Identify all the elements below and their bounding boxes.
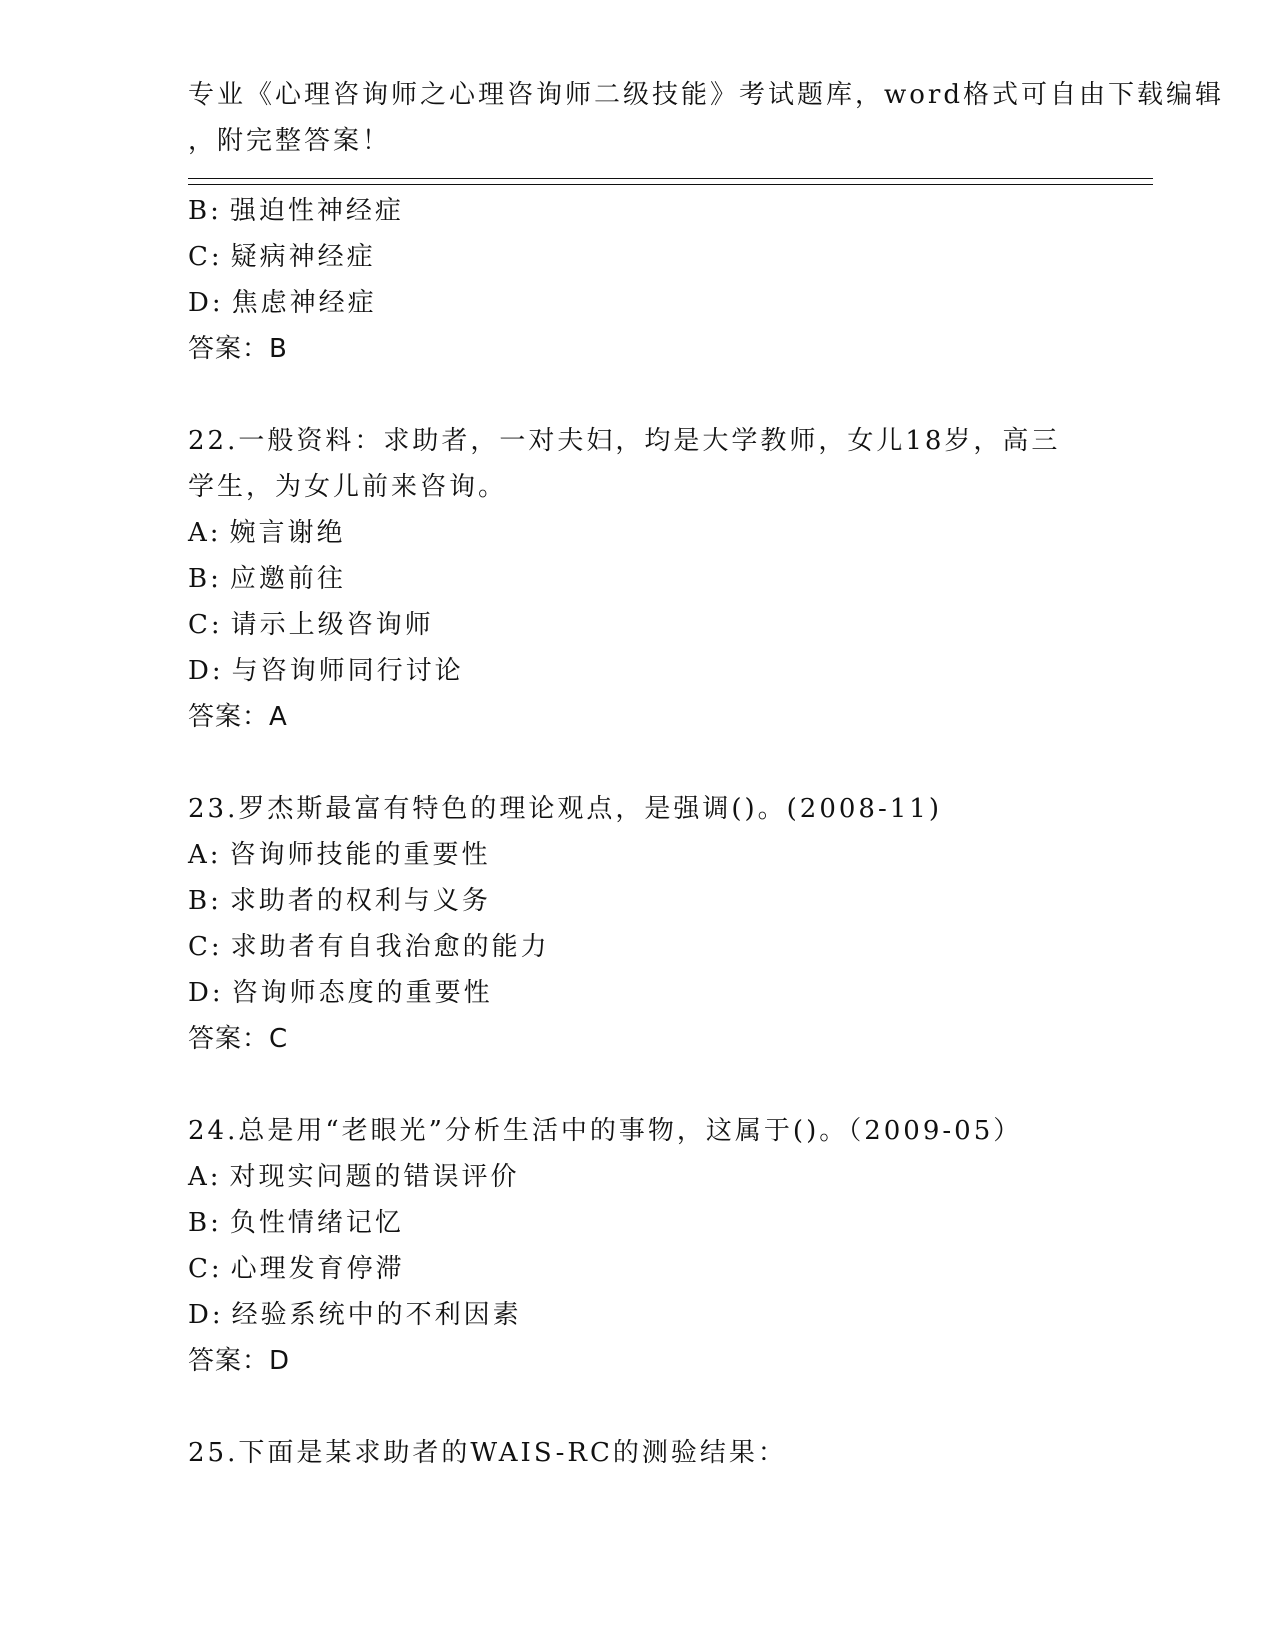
- option-text: 婉言谢绝: [229, 518, 346, 548]
- answer-line: 答案：B: [188, 334, 288, 364]
- answer-line: 答案：C: [188, 1024, 289, 1054]
- option-a: [188, 1154, 1148, 1200]
- option-b: [188, 878, 1148, 924]
- option-label: B:: [188, 564, 222, 594]
- option-label: C:: [188, 242, 223, 272]
- question-block-22: [188, 418, 1148, 740]
- option-d: [188, 1292, 1148, 1338]
- option-text: 咨询师态度的重要性: [231, 978, 493, 1008]
- option-c: [188, 602, 1148, 648]
- option-c: [188, 1246, 1148, 1292]
- option-c: [188, 234, 1148, 280]
- question-text-line: 25.下面是某求助者的WAIS-RC的测验结果：: [188, 1438, 787, 1468]
- option-text: 心理发育停滞: [230, 1254, 405, 1284]
- option-label: D:: [188, 978, 224, 1008]
- option-text: 强迫性神经症: [229, 196, 404, 226]
- option-label: C:: [188, 932, 223, 962]
- option-text: 疑病神经症: [230, 242, 376, 272]
- option-label: B:: [188, 1208, 222, 1238]
- option-label: C:: [188, 1254, 223, 1284]
- option-text: 求助者有自我治愈的能力: [230, 932, 550, 962]
- option-b: [188, 188, 1148, 234]
- option-b: [188, 556, 1148, 602]
- question-block-23: [188, 786, 1148, 1062]
- option-text: 负性情绪记忆: [229, 1208, 404, 1238]
- option-d: [188, 648, 1148, 694]
- answer-line: 答案：D: [188, 1346, 291, 1376]
- option-text: 应邀前往: [229, 564, 346, 594]
- question-text-line: 24.总是用“老眼光”分析生活中的事物，这属于()。（2009-05）: [188, 1116, 1023, 1146]
- option-label: A:: [188, 1162, 222, 1192]
- option-a: [188, 510, 1148, 556]
- option-c: [188, 924, 1148, 970]
- option-a: [188, 832, 1148, 878]
- option-d: [188, 280, 1148, 326]
- option-text: 咨询师技能的重要性: [229, 840, 491, 870]
- option-text: 经验系统中的不利因素: [231, 1300, 522, 1330]
- option-label: B:: [188, 196, 222, 226]
- option-label: D:: [188, 288, 224, 318]
- header-line-2: ，附完整答案！: [188, 126, 392, 156]
- question-block-25: [188, 1430, 1148, 1476]
- question-text-line: 23.罗杰斯最富有特色的理论观点，是强调()。(2008-11): [188, 794, 942, 824]
- option-label: A:: [188, 840, 222, 870]
- question-text-line: 学生，为女儿前来咨询。: [188, 472, 508, 502]
- option-text: 焦虑神经症: [231, 288, 377, 318]
- header-rule-bottom: [188, 184, 1153, 185]
- option-label: D:: [188, 656, 224, 686]
- question-block-24: [188, 1108, 1148, 1384]
- option-text: 求助者的权利与义务: [229, 886, 491, 916]
- option-text: 对现实问题的错误评价: [229, 1162, 520, 1192]
- header-rule-top: [188, 178, 1153, 179]
- option-label: D:: [188, 1300, 224, 1330]
- question-text-line: 22.一般资料：求助者，一对夫妇，均是大学教师，女儿18岁，高三: [188, 426, 1061, 456]
- question-list: [188, 188, 1148, 1476]
- question-block-partial: [188, 188, 1148, 372]
- header-line-1: 专业《心理咨询师之心理咨询师二级技能》考试题库，word格式可自由下载编辑: [188, 80, 1224, 110]
- document-header: [188, 72, 1224, 164]
- option-label: B:: [188, 886, 222, 916]
- option-b: [188, 1200, 1148, 1246]
- option-d: [188, 970, 1148, 1016]
- option-label: C:: [188, 610, 223, 640]
- option-label: A:: [188, 518, 222, 548]
- option-text: 与咨询师同行讨论: [231, 656, 464, 686]
- answer-line: 答案：A: [188, 702, 288, 732]
- option-text: 请示上级咨询师: [230, 610, 434, 640]
